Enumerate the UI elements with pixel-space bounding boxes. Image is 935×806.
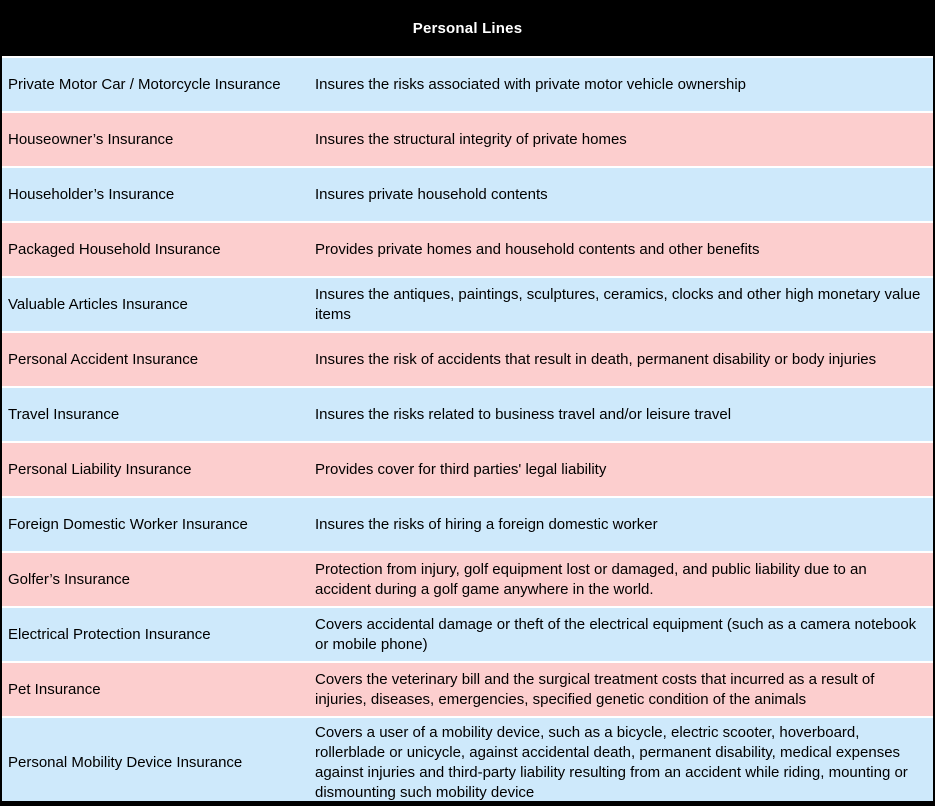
table-row <box>2 608 933 661</box>
insurance-type-cell: Householder’s Insurance <box>8 185 175 203</box>
table-title: Personal Lines <box>412 19 523 37</box>
insurance-description-cell: Insures the risk of accidents that result in death, permanent disability or body injuries <box>315 350 877 368</box>
insurance-type-cell: Travel Insurance <box>8 405 120 423</box>
insurance-description-cell: Insures the structural integrity of private homes <box>315 130 627 148</box>
table-row <box>2 388 933 441</box>
table-row <box>2 663 933 716</box>
table-row <box>2 168 933 221</box>
insurance-description-cell: Provides private homes and household contents and other benefits <box>315 240 760 258</box>
table-row <box>2 443 933 496</box>
table-row <box>2 718 933 806</box>
insurance-type-cell: Packaged Household Insurance <box>8 240 221 258</box>
table-body <box>2 58 933 806</box>
insurance-description-cell: Covers a user of a mobility device, such as a bicycle, electric scooter, hoverboard, rollerblade or unicycle, against accidental death, permanent disability, medical expenses against injuries and third-party liability resulting from an accident while riding, mounting or dismounting such mobility device <box>315 724 908 801</box>
insurance-description-cell: Provides cover for third parties' legal liability <box>315 460 607 478</box>
table-row <box>2 113 933 166</box>
insurance-type-cell: Houseowner’s Insurance <box>8 130 174 148</box>
table-row <box>2 58 933 111</box>
insurance-description-cell: Covers accidental damage or theft of the electrical equipment (such as a camera notebook or mobile phone) <box>315 615 917 653</box>
insurance-type-cell: Electrical Protection Insurance <box>8 625 211 643</box>
insurance-description-cell: Covers the veterinary bill and the surgical treatment costs that incurred as a result of injuries, diseases, emergencies, specified genetic condition of the animals <box>315 670 875 708</box>
insurance-description-cell: Protection from injury, golf equipment lost or damaged, and public liability due to an accident during a golf game anywhere in the world. <box>315 560 867 598</box>
insurance-type-cell: Golfer’s Insurance <box>8 570 131 588</box>
table-row <box>2 278 933 331</box>
insurance-type-cell: Valuable Articles Insurance <box>8 295 188 313</box>
insurance-type-cell: Personal Mobility Device Insurance <box>8 754 243 771</box>
table-row <box>2 553 933 606</box>
table-row <box>2 333 933 386</box>
insurance-description-cell: Insures the risks related to business travel and/or leisure travel <box>315 405 732 423</box>
insurance-description-cell: Insures the risks associated with private motor vehicle ownership <box>315 75 747 93</box>
insurance-type-cell: Foreign Domestic Worker Insurance <box>8 515 248 533</box>
insurance-type-cell: Pet Insurance <box>8 680 101 698</box>
table-header <box>2 0 933 56</box>
insurance-type-cell: Personal Accident Insurance <box>8 350 199 368</box>
table-row <box>2 223 933 276</box>
insurance-type-cell: Personal Liability Insurance <box>8 460 192 478</box>
insurance-description-cell: Insures private household contents <box>315 185 548 203</box>
insurance-description-cell: Insures the risks of hiring a foreign domestic worker <box>315 515 658 533</box>
table-row <box>2 498 933 551</box>
insurance-description-cell: Insures the antiques, paintings, sculptures, ceramics, clocks and other high monetary value items <box>315 285 921 323</box>
insurance-type-cell: Private Motor Car / Motorcycle Insurance <box>8 75 281 93</box>
